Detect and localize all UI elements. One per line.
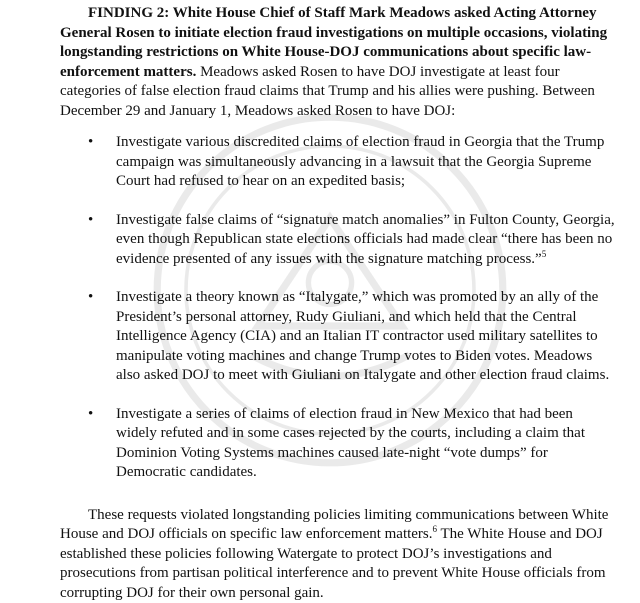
list-item	[88, 133, 616, 192]
closing-paragraph	[60, 506, 616, 603]
closing-text-part2: The White House and DOJ established these policies following Watergate to protect DOJ’s investigations and prosecutions from partisan political interference and to prevent White House officials from corrupting DOJ for their own personal gain.	[60, 526, 606, 601]
request-list	[60, 133, 616, 483]
document-page	[60, 4, 616, 603]
closing-text-part1: These requests violated longstanding policies limiting communications between White House and DOJ officials on specific law enforcement matters.	[60, 507, 608, 543]
bullet-glyph: •	[88, 133, 93, 153]
finding-heading: FINDING 2: White House Chief of Staff Mark Meadows asked Acting Attorney General Rosen to initiate election fraud investigations on multiple occasions, violating longstanding restrictions on White House-DOJ communications about specific law-enforcement matters.	[60, 5, 607, 80]
bullet-glyph: •	[88, 211, 93, 231]
finding-intro: Meadows asked Rosen to have DOJ investigate at least four categories of false election fraud claims that Trump and his allies were pushing. Between December 29 and January 1, Meadows asked Rosen to have DOJ:	[60, 64, 595, 119]
footnote-ref: 5	[542, 249, 547, 259]
list-item-text: Investigate false claims of “signature match anomalies” in Fulton County, Georgia, even though Republican state elections officials had made clear “there has been no evidence presented of any issues with the signature matching process.”	[116, 212, 615, 267]
finding-paragraph	[60, 4, 616, 121]
list-item	[88, 405, 616, 483]
list-item	[88, 211, 616, 270]
list-item-text: Investigate various discredited claims of election fraud in Georgia that the Trump campaign was simultaneously advancing in a lawsuit that the Georgia Supreme Court had refused to hear on an expedited basis;	[116, 134, 604, 189]
footnote-ref: 6	[433, 524, 438, 534]
list-item-text: Investigate a series of claims of election fraud in New Mexico that had been widely refuted and in some cases rejected by the courts, including a claim that Dominion Voting Systems machines caused late-night “vote dumps” for Democratic candidates.	[116, 406, 585, 481]
bullet-glyph: •	[88, 405, 93, 425]
list-item-text: Investigate a theory known as “Italygate,” which was promoted by an ally of the President’s personal attorney, Rudy Giuliani, and which held that the Central Intelligence Agency (CIA) and an Italian IT contractor used military satellites to manipulate voting machines and change Trump votes to Biden votes. Meadows also asked DOJ to meet with Giuliani on Italygate and other election fraud claims.	[116, 289, 609, 383]
bullet-glyph: •	[88, 288, 93, 308]
list-item	[88, 288, 616, 386]
